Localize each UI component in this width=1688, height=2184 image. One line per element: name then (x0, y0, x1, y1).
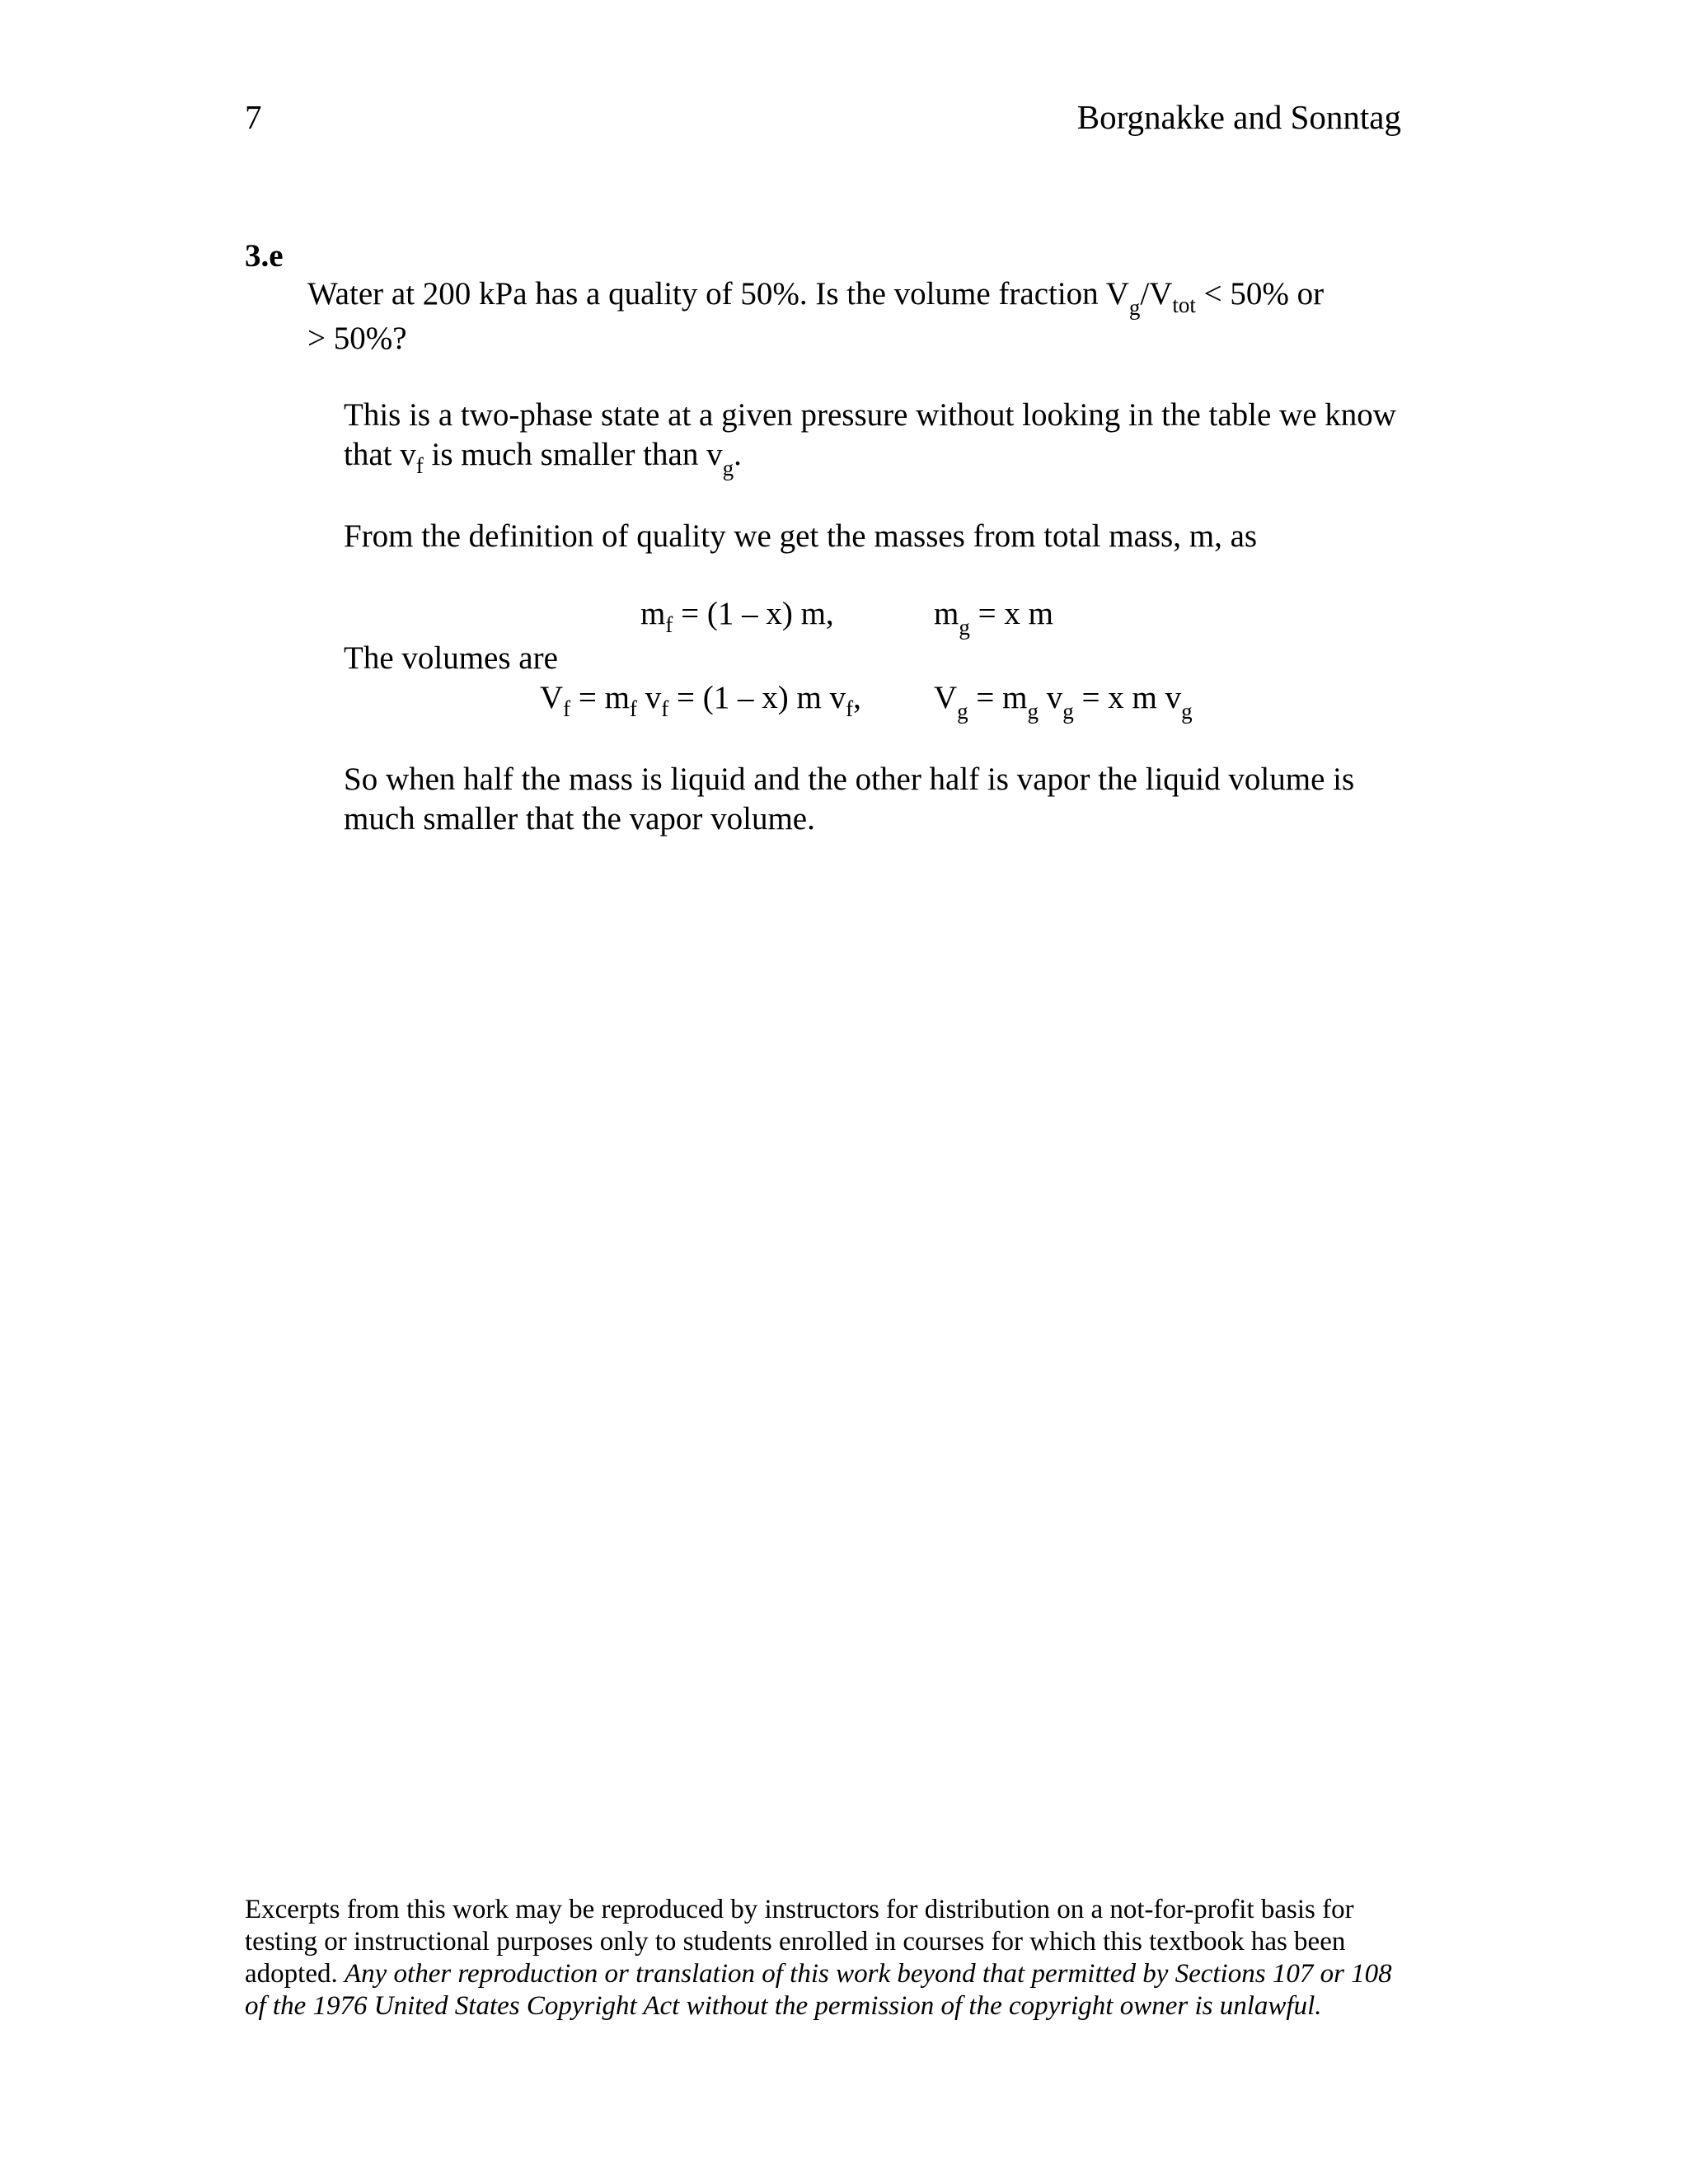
running-header: Borgnakke and Sonntag (1076, 98, 1401, 136)
vapor-mass-equation: $m_g = x$ m (934, 596, 1053, 640)
liquid-volume-equation: $V_f = m_f$ $v_f = (1 - x)$ m $v_f$, (540, 680, 861, 721)
solution-paragraph: This is a two-phase state at a given pressure without looking in the table we know (344, 397, 1396, 433)
question-text-continued: > 50%? (307, 321, 407, 356)
question-text: Water at 200 kPa has a quality of 50%. Is the volume fraction $V_g/V_{tot} < 50\%$ or (307, 276, 1325, 320)
liquid-mass-equation: $m_f = (1 - x)$ m, (640, 596, 834, 637)
volumes-label: The volumes are (344, 640, 558, 676)
vapor-volume-equation: $V_g = m_g$ $v_g = x$ m $v_g$ (934, 680, 1193, 724)
conclusion-text: So when half the mass is liquid and the other half is vapor the liquid volume is (344, 762, 1355, 797)
page-number: 7 (245, 98, 262, 136)
copyright-notice-line-1: Excerpts from this work may be reproduced by instructors for distribution on a not-for-profit basis for (245, 1895, 1354, 1924)
copyright-notice-line-2: testing or instructional purposes only to students enrolled in courses for which this textbook has been (245, 1927, 1346, 1957)
copyright-notice-line-4: of the 1976 United States Copyright Act without the permission of the copyright owner is unlawful. (245, 1991, 1322, 2021)
problem-number: 3.e (245, 238, 284, 274)
copyright-notice-line-3: adopted. Any other reproduction or translation of this work beyond that permitted by Sections 107 or 108 (245, 1959, 1392, 1989)
conclusion-text-continued: much smaller that the vapor volume. (344, 801, 815, 837)
solution-paragraph-continued: that $v_f$ is much smaller than $v_g$. (344, 437, 742, 480)
quality-definition-text: From the definition of quality we get the masses from total mass, m, as (344, 518, 1258, 554)
